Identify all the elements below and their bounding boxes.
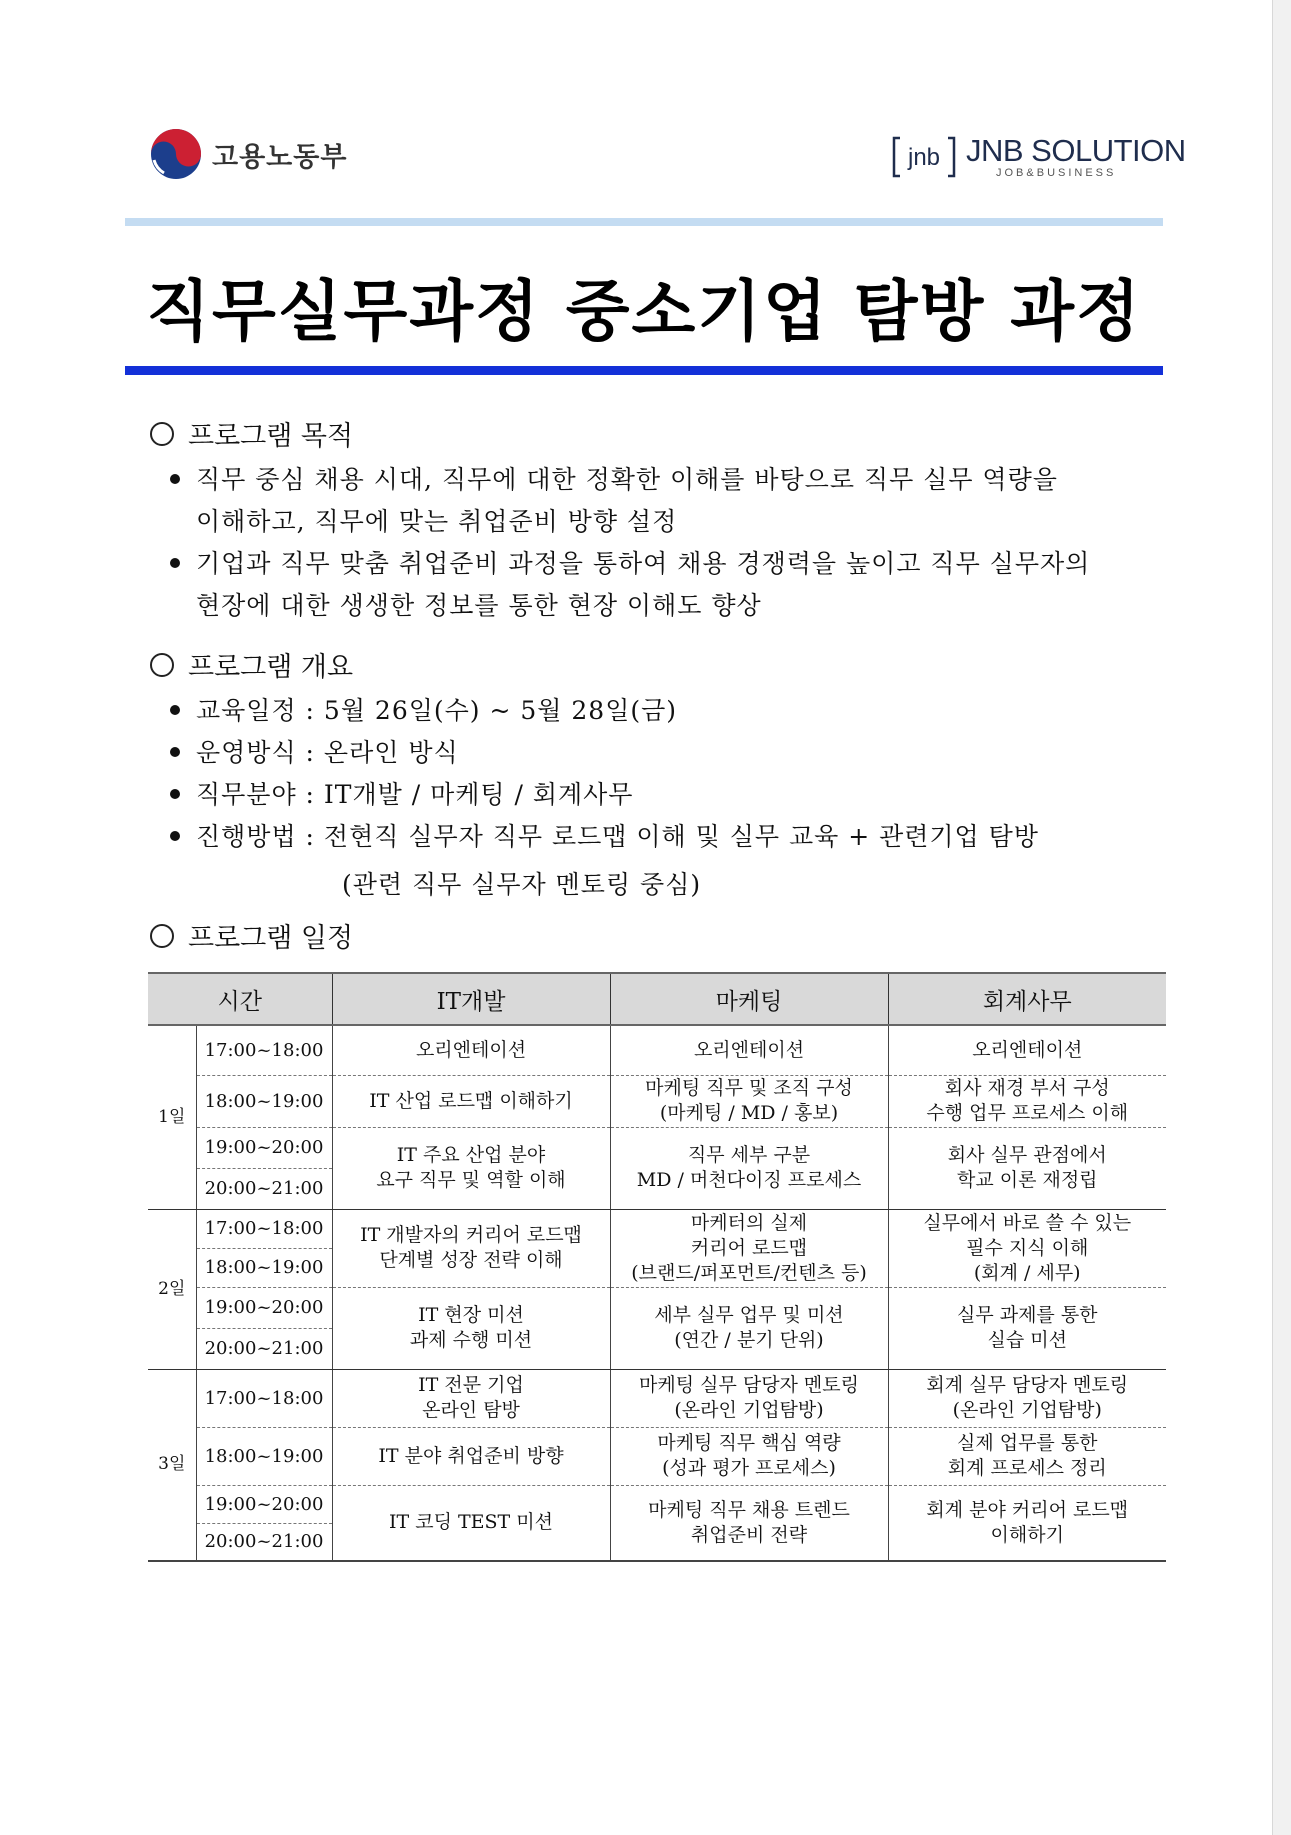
cell-marketing: 오리엔테이션 — [610, 1025, 888, 1075]
section-title: 프로그램 일정 — [188, 923, 354, 954]
header-divider-light — [125, 218, 1163, 226]
cell-marketing: 마케팅 직무 및 조직 구성 (마케팅 / MD / 홍보) — [610, 1075, 888, 1127]
circle-bullet-icon — [150, 422, 174, 446]
cell-it: 오리엔테이션 — [332, 1025, 610, 1075]
cell-accounting: 실제 업무를 통한 회계 프로세스 정리 — [888, 1427, 1166, 1485]
time-cell: 20:00~21:00 — [196, 1168, 332, 1209]
table-row — [148, 1287, 1166, 1328]
overview-item-4-cont: (관련 직무 실무자 멘토링 중심) — [342, 870, 702, 899]
cell-accounting: 회사 실무 관점에서 학교 이론 재정립 — [888, 1127, 1166, 1209]
cell-it: IT 주요 산업 분야 요구 직무 및 역할 이해 — [332, 1127, 610, 1209]
cell-accounting: 실무에서 바로 쓸 수 있는 필수 지식 이해 (회계 / 세무) — [888, 1209, 1166, 1287]
bullet-dot-icon — [170, 558, 180, 568]
header-marketing: 마케팅 — [610, 973, 888, 1025]
day-cell: 2일 — [148, 1209, 196, 1369]
table-row — [148, 1025, 1166, 1075]
title-underline — [125, 366, 1163, 375]
time-cell: 19:00~20:00 — [196, 1485, 332, 1523]
day-cell: 1일 — [148, 1025, 196, 1209]
time-cell: 20:00~21:00 — [196, 1328, 332, 1369]
time-cell: 17:00~18:00 — [196, 1025, 332, 1075]
overview-item-3 — [170, 774, 633, 816]
time-cell: 19:00~20:00 — [196, 1287, 332, 1328]
bullet-dot-icon — [170, 789, 180, 799]
time-cell: 17:00~18:00 — [196, 1209, 332, 1248]
cell-it: IT 현장 미션 과제 수행 미션 — [332, 1287, 610, 1369]
section-title: 프로그램 개요 — [188, 652, 354, 683]
table-row — [148, 1485, 1166, 1523]
bullet-dot-icon — [170, 831, 180, 841]
bullet-text: 기업과 직무 맞춤 취업준비 과정을 통하여 채용 경쟁력을 높이고 직무 실무자의 — [196, 549, 1091, 578]
purpose-bullet-1 — [170, 459, 1058, 543]
bullet-text: 교육일정 : 5월 26일(수) ~ 5월 28일(금) — [196, 696, 677, 725]
cell-marketing: 마케팅 실무 담당자 멘토링 (온라인 기업탐방) — [610, 1369, 888, 1427]
table-row — [148, 1369, 1166, 1427]
bullet-text: 진행방법 : 전현직 실무자 직무 로드맵 이해 및 실무 교육 + 관련기업 탐방 — [196, 822, 1039, 851]
header-accounting: 회계사무 — [888, 973, 1166, 1025]
section-title: 프로그램 목적 — [188, 421, 354, 452]
section-heading-purpose — [150, 414, 353, 453]
time-cell: 20:00~21:00 — [196, 1523, 332, 1561]
cell-it: IT 분야 취업준비 방향 — [332, 1427, 610, 1485]
table-row — [148, 1127, 1166, 1168]
cell-accounting: 실무 과제를 통한 실습 미션 — [888, 1287, 1166, 1369]
header-it: IT개발 — [332, 973, 610, 1025]
table-header-row — [148, 973, 1166, 1025]
time-cell: 18:00~19:00 — [196, 1075, 332, 1127]
bullet-dot-icon — [170, 747, 180, 757]
cell-marketing: 마케터의 실제 커리어 로드맵 (브랜드/퍼포먼트/컨텐츠 등) — [610, 1209, 888, 1287]
bullet-dot-icon — [170, 474, 180, 484]
time-cell: 18:00~19:00 — [196, 1427, 332, 1485]
cell-it: IT 코딩 TEST 미션 — [332, 1485, 610, 1561]
circle-bullet-icon — [150, 653, 174, 677]
taeguk-emblem-icon — [150, 128, 202, 180]
ministry-name: 고용노동부 — [212, 141, 348, 173]
cell-it: IT 산업 로드맵 이해하기 — [332, 1075, 610, 1127]
bullet-text-cont: 현장에 대한 생생한 정보를 통한 현장 이해도 향상 — [196, 591, 762, 620]
cell-marketing: 세부 실무 업무 및 미션 (연간 / 분기 단위) — [610, 1287, 888, 1369]
schedule-table — [148, 972, 1166, 1562]
overview-item-2 — [170, 732, 459, 774]
overview-item-4 — [170, 816, 1039, 858]
jnb-mark-icon — [892, 134, 956, 180]
cell-accounting: 회사 재경 부서 구성 수행 업무 프로세스 이해 — [888, 1075, 1166, 1127]
table-row — [148, 1075, 1166, 1127]
section-heading-overview — [150, 645, 353, 684]
time-cell: 17:00~18:00 — [196, 1369, 332, 1427]
time-cell: 18:00~19:00 — [196, 1248, 332, 1287]
cell-marketing: 마케팅 직무 채용 트렌드 취업준비 전략 — [610, 1485, 888, 1561]
company-name: JNB SOLUTION — [966, 133, 1186, 168]
table-row — [148, 1209, 1166, 1248]
time-cell: 19:00~20:00 — [196, 1127, 332, 1168]
header-time: 시간 — [148, 973, 332, 1025]
company-logo — [892, 134, 1186, 180]
page-edge — [1272, 0, 1291, 1835]
purpose-bullet-2 — [170, 543, 1090, 627]
overview-item-1 — [170, 690, 677, 732]
cell-it: IT 개발자의 커리어 로드맵 단계별 성장 전략 이해 — [332, 1209, 610, 1287]
cell-accounting: 회계 분야 커리어 로드맵 이해하기 — [888, 1485, 1166, 1561]
jnb-mark-text: jnb — [907, 144, 941, 171]
bullet-text: 직무 중심 채용 시대, 직무에 대한 정확한 이해를 바탕으로 직무 실무 역량을 — [196, 465, 1058, 494]
cell-marketing: 직무 세부 구분 MD / 머천다이징 프로세스 — [610, 1127, 888, 1209]
company-subtitle: JOB&BUSINESS — [996, 167, 1117, 179]
cell-accounting: 오리엔테이션 — [888, 1025, 1166, 1075]
table-row — [148, 1427, 1166, 1485]
bullet-text-cont: 이해하고, 직무에 맞는 취업준비 방향 설정 — [196, 507, 678, 536]
ministry-logo — [150, 128, 347, 180]
bullet-text: 운영방식 : 온라인 방식 — [196, 738, 459, 767]
cell-marketing: 마케팅 직무 핵심 역량 (성과 평가 프로세스) — [610, 1427, 888, 1485]
cell-accounting: 회계 실무 담당자 멘토링 (온라인 기업탐방) — [888, 1369, 1166, 1427]
section-heading-schedule — [150, 916, 353, 955]
bullet-text: 직무분야 : IT개발 / 마케팅 / 회계사무 — [196, 780, 634, 809]
document-title: 직무실무과정 중소기업 탐방 과정 — [146, 273, 1142, 350]
cell-it: IT 전문 기업 온라인 탐방 — [332, 1369, 610, 1427]
circle-bullet-icon — [150, 924, 174, 948]
day-cell: 3일 — [148, 1369, 196, 1561]
bullet-dot-icon — [170, 705, 180, 715]
